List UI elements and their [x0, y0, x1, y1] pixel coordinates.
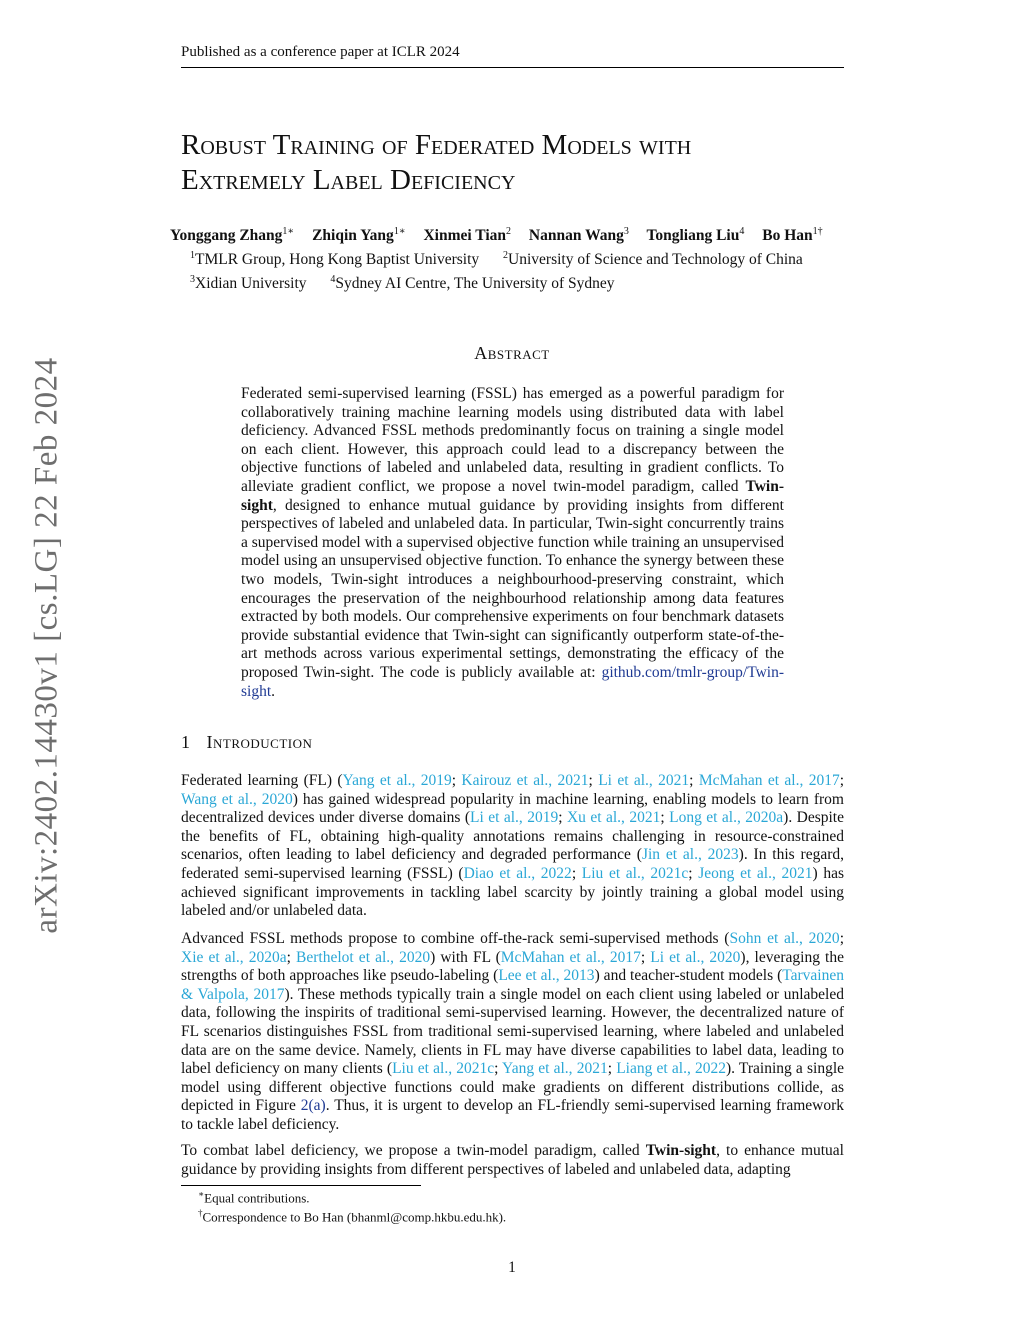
paper-title	[181, 128, 861, 198]
intro-paragraph-2: Advanced FSSL methods propose to combine off-the-rack semi-supervised methods (Sohn et al., 2020; Xie et al., 2020a; Berthelot et al., 2020) with FL (McMahan et al., 2017; Li et al., 2020), leveraging the strengths of both approaches like pseudo-labeling (Lee et al., 2013) and teacher-student models (Tarvainen & Valpola, 2017). These methods typically train a single model on each client using labeled or unlabeled data, following the inspirits of traditional semi-supervised learning. However, the decentralized nature of FL scenarios distinguishes FSSL from traditional semi-supervised learning, where labeled and unlabeled data are on the same device. Namely, clients in FL may have diverse capabilities to label data, leading to label deficiency on many clients (Liu et al., 2021c; Yang et al., 2021; Liang et al., 2022). Training a single model using different objective functions could make gradients on different distributions collide, as depicted in Figure 2(a). Thus, it is urgent to develop an FL-friendly semi-supervised learning framework to tackle label deficiency.	[181, 930, 845, 1133]
section-title: Introduction	[206, 732, 313, 752]
affiliation: $^4$Sydney AI Centre, The University of Sydney	[330, 274, 615, 293]
affiliation: $^3$Xidian University	[190, 274, 307, 293]
citation-link[interactable]: Jin et al., 2023	[641, 846, 739, 864]
citation-link[interactable]: Liu et al., 2021c	[581, 864, 689, 882]
running-header: Published as a conference paper at ICLR 2024	[181, 44, 844, 68]
affiliations-line-1	[190, 250, 803, 269]
citation-link[interactable]: Liang et al., 2022	[616, 1060, 726, 1078]
footnote-rule	[181, 1185, 421, 1186]
method-name: Twin-sight	[645, 1142, 717, 1159]
citation-link[interactable]: Liu et al., 2021c	[392, 1060, 495, 1078]
citation-link[interactable]: Yang et al., 2019	[342, 772, 452, 789]
citation-link[interactable]: Berthelot et al., 2020	[296, 948, 431, 966]
footnote: ∗Equal contributions.	[198, 1189, 310, 1206]
author: Zhiqin Yang$^{1∗}$	[312, 226, 406, 245]
code-link[interactable]: github.com/tmlr-group/Twin-sight	[241, 663, 784, 700]
citation-link[interactable]: Li et al., 2020	[650, 948, 741, 966]
section-heading	[181, 732, 312, 753]
citation-link[interactable]: Xu et al., 2021	[566, 809, 661, 827]
author: Xinmei Tian$^2$	[423, 226, 512, 245]
affiliation: $^2$University of Science and Technology of China	[503, 250, 803, 269]
author: Yonggang Zhang$^{1∗}$	[170, 226, 295, 245]
author: Nannan Wang$^3$	[528, 226, 629, 245]
figure-link[interactable]: 2(a)	[300, 1097, 326, 1115]
citation-link[interactable]: McMahan et al., 2017	[500, 948, 641, 966]
citation-link[interactable]: Xie et al., 2020a	[181, 948, 287, 966]
citation-link[interactable]: Kairouz et al., 2021	[461, 772, 589, 789]
page-number: 1	[508, 1259, 516, 1276]
title-line-1: Robust Training of Federated Models with	[181, 129, 692, 161]
citation-link[interactable]: Jeong et al., 2021	[698, 864, 813, 882]
citation-link[interactable]: Yang et al., 2021	[502, 1060, 608, 1078]
intro-paragraph-3: To combat label deficiency, we propose a twin-model paradigm, called Twin-sight, to enhance mutual guidance by providing insights from different perspectives of labeled and unlabeled data, adapting	[181, 1142, 844, 1178]
author-list	[170, 226, 870, 245]
title-line-2: Extremely Label Deficiency	[181, 164, 516, 196]
abstract-text: Federated semi-supervised learning (FSSL) has emerged as a powerful paradigm for collaboratively training machine learning models using distributed data with label deficiency. Advanced FSSL methods predominantly focus on training a single model on each client. However, this approach could lead to a discrepancy between the objective functions of labeled and unlabeled data, resulting in gradient conflicts. To alleviate gradient conflict, we propose a novel twin-model paradigm, called Twin-sight, designed to enhance mutual guidance by providing insights from different perspectives of labeled and unlabeled data. In particular, Twin-sight concurrently trains a supervised model with a supervised objective function while training an unsupervised model using an unsupervised objective function. To enhance the synergy between these two models, Twin-sight introduces a neighbourhood-preserving constraint, which encourages the preservation of the neighbourhood relationship among data features extracted by both models. Our comprehensive experiments on four benchmark datasets provide substantial evidence that Twin-sight can significantly outperform state-of-the-art methods across various experimental settings, demonstrating the efficacy of the proposed Twin-sight. The code is publicly available at: github.com/tmlr-group/Twin-sight.	[241, 385, 784, 700]
citation-link[interactable]: Tarvainen & Valpola, 2017	[181, 967, 844, 1003]
arxiv-stamp	[22, 350, 72, 940]
method-name: Twin-sight	[241, 477, 784, 514]
footnote: †Correspondence to Bo Han (bhanml@comp.hkbu.edu.hk).	[198, 1208, 507, 1225]
abstract-heading: Abstract	[474, 343, 550, 363]
citation-link[interactable]: Li et al., 2019	[470, 809, 559, 827]
citation-link[interactable]: Sohn et al., 2020	[729, 930, 840, 947]
citation-link[interactable]: McMahan et al., 2017	[698, 772, 840, 789]
citation-link[interactable]: Wang et al., 2020	[181, 790, 293, 808]
citation-link[interactable]: Lee et al., 2013	[498, 967, 595, 985]
author: Tongliang Liu$^4$	[646, 226, 745, 245]
intro-paragraph-1: Federated learning (FL) (Yang et al., 2019; Kairouz et al., 2021; Li et al., 2021; McMahan et al., 2017; Wang et al., 2020) has gained widespread popularity in machine learning, enabling models to learn from decentralized devices under diverse domains (Li et al., 2019; Xu et al., 2021; Long et al., 2020a). Despite the benefits of FL, obtaining high-quality annotations remains challenging in resource-constrained scenarios, often leading to label deficiency and degraded performance (Jin et al., 2023). In this regard, federated semi-supervised learning (FSSL) (Diao et al., 2022; Liu et al., 2021c; Jeong et al., 2021) has achieved significant improvements in tackling label scarcity by jointly training a global model using labeled and/or unlabeled data.	[181, 772, 845, 920]
citation-link[interactable]: Long et al., 2020a	[669, 809, 784, 827]
section-number: 1	[181, 732, 191, 752]
citation-link[interactable]: Diao et al., 2022	[463, 864, 572, 882]
affiliations-line-2	[190, 274, 614, 293]
affiliation: $^1$TMLR Group, Hong Kong Baptist University	[190, 250, 480, 269]
arxiv-id: arXiv:2402.14430v1 [cs.LG] 22 Feb 2024	[28, 356, 65, 934]
citation-link[interactable]: Li et al., 2021	[598, 772, 690, 789]
author: Bo Han$^{1\dagger}$	[762, 226, 823, 245]
